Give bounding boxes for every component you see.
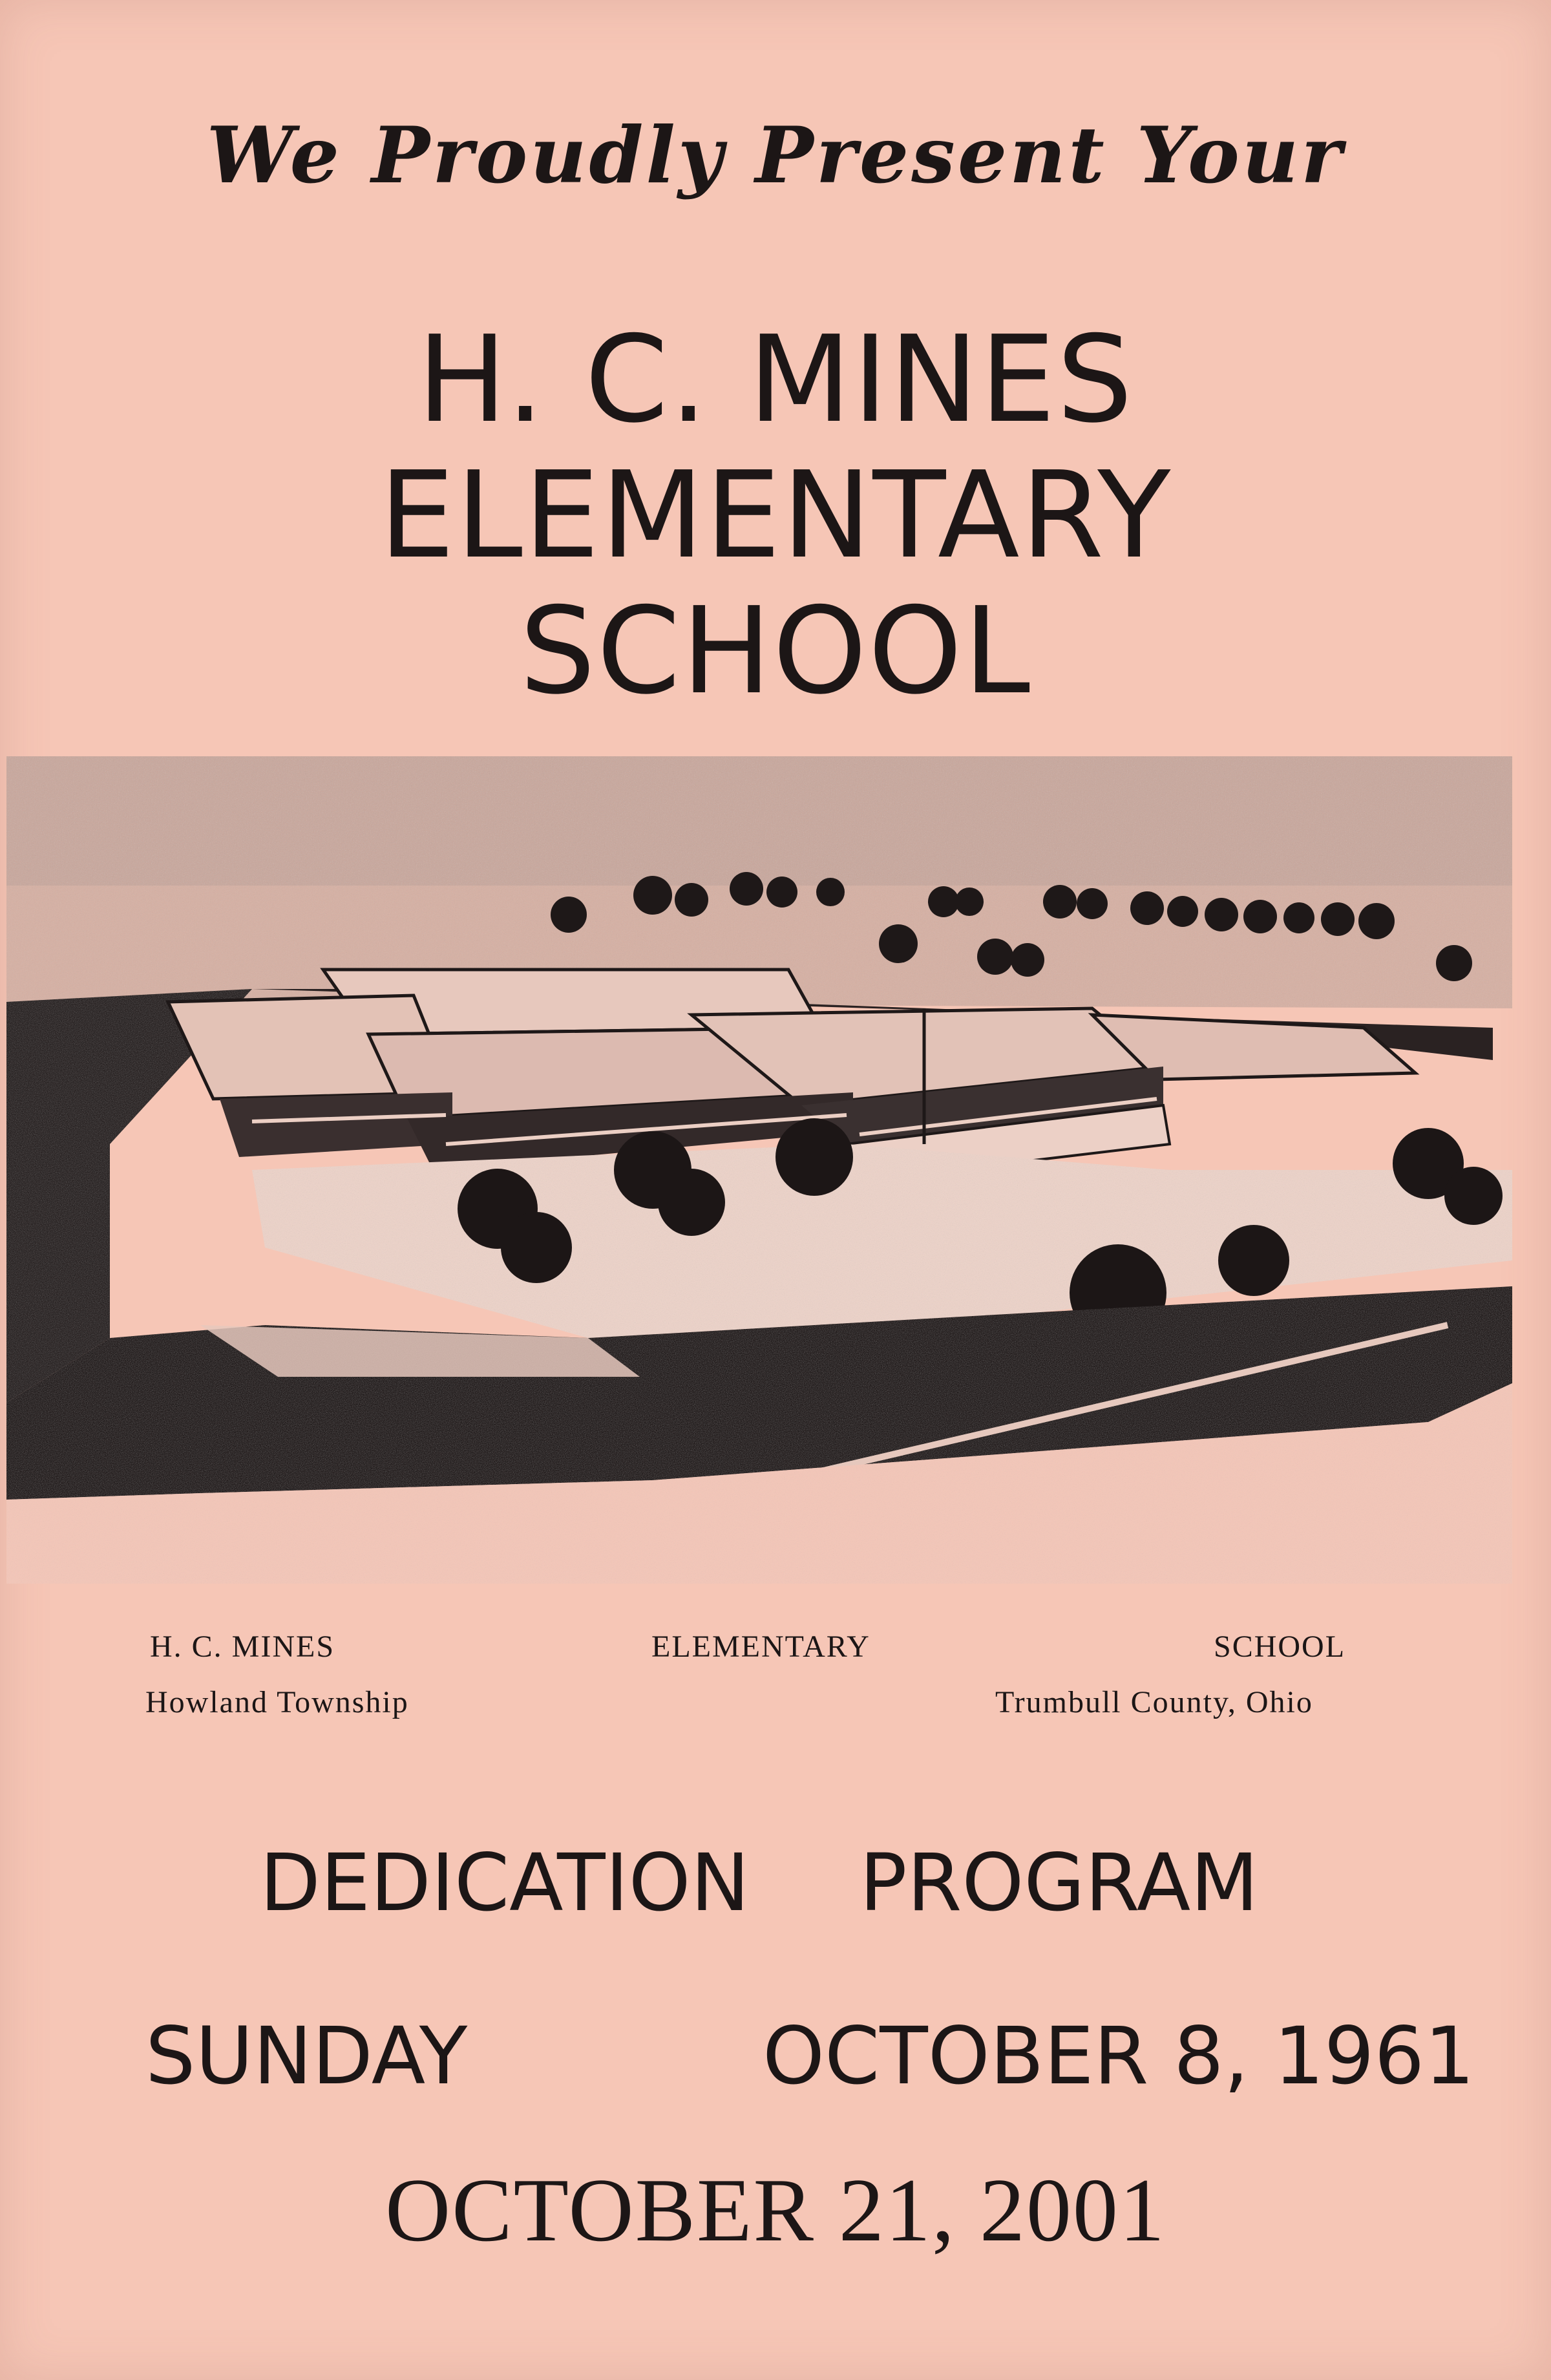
school-title-line-2: ELEMENTARY — [379, 445, 1172, 585]
aerial-sketch — [6, 756, 1512, 1584]
anniversary-date: OCTOBER 21, 2001 — [385, 2160, 1166, 2260]
caption-county: Trumbull County, Ohio — [995, 1685, 1313, 1719]
original-day: SUNDAY — [145, 2010, 468, 2102]
caption-township: Howland Township — [145, 1685, 409, 1719]
caption-school: SCHOOL — [1214, 1630, 1346, 1664]
caption-school-name: H. C. MINES — [150, 1630, 335, 1664]
school-title-line-1: H. C. MINES — [417, 310, 1134, 449]
greeting-heading: We Proudly Present Your — [206, 110, 1345, 201]
school-title-line-3: SCHOOL — [519, 581, 1032, 721]
dedication-word: DEDICATION — [260, 1837, 750, 1929]
school-building-illustration — [6, 756, 1512, 1584]
program-word: PROGRAM — [860, 1837, 1259, 1929]
caption-elementary: ELEMENTARY — [651, 1630, 870, 1664]
original-date: OCTOBER 8, 1961 — [763, 2010, 1475, 2102]
